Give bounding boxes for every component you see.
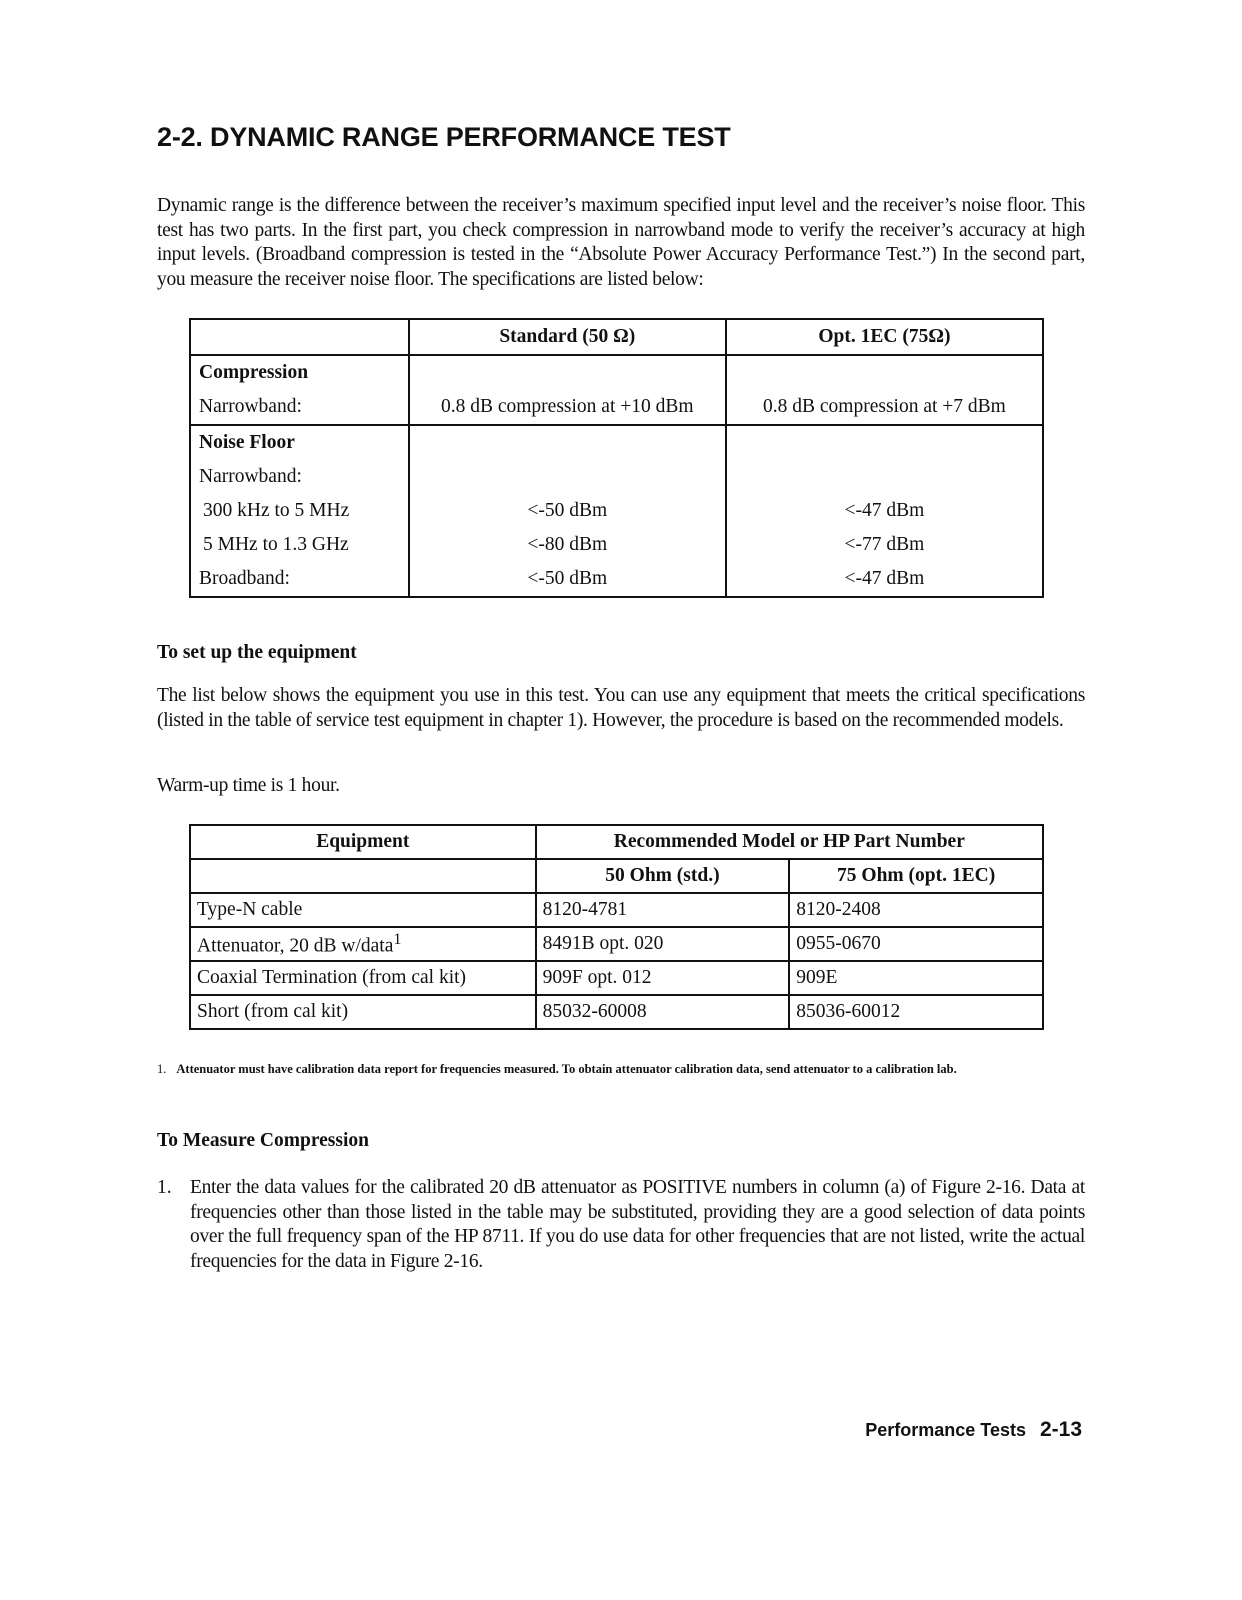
footnote-text: Attenuator must have calibration data report for frequencies measured. To obtain attenuator calibration data, send attenuator to a calibration lab. xyxy=(176,1062,957,1076)
comp-narrowband-std: 0.8 dB compression at +10 dBm xyxy=(409,390,726,425)
broadband-std: <-50 dBm xyxy=(409,562,726,597)
footnote-marker: 1 xyxy=(393,930,402,949)
footnote-number: 1. xyxy=(157,1062,167,1076)
equip-name-cell xyxy=(190,927,536,961)
equip-std: 909F opt. 012 xyxy=(536,961,790,995)
comp-narrowband-opt: 0.8 dB compression at +7 dBm xyxy=(726,390,1043,425)
equip-opt: 85036-60012 xyxy=(789,995,1043,1029)
table-row xyxy=(190,961,1043,995)
noise-narrowband-label: Narrowband: xyxy=(190,460,409,494)
equip-opt: 0955-0670 xyxy=(789,927,1043,961)
measure-heading: To Measure Compression xyxy=(157,1130,369,1151)
compression-label: Compression xyxy=(190,355,409,390)
equip-opt: 8120-2408 xyxy=(789,893,1043,927)
table-row xyxy=(190,893,1043,927)
range1-std: <-50 dBm xyxy=(409,494,726,528)
equip-name: Type-N cable xyxy=(190,893,536,927)
footer-section: Performance Tests xyxy=(865,1420,1026,1440)
equip-opt: 909E xyxy=(789,961,1043,995)
equip-header-recommended: Recommended Model or HP Part Number xyxy=(536,825,1043,859)
spec-header-blank xyxy=(190,319,409,355)
spec-table xyxy=(189,318,1044,598)
equip-std: 8120-4781 xyxy=(536,893,790,927)
step-1 xyxy=(157,1176,1085,1274)
spec-header-opt: Opt. 1EC (75Ω) xyxy=(726,319,1043,355)
equip-name: Coaxial Termination (from cal kit) xyxy=(190,961,536,995)
setup-paragraph: The list below shows the equipment you use in this test. You can use any equipment that meets the critical specifications (listed in the table of service test equipment in chapter 1). However, the procedure is based on the recommended models. xyxy=(157,685,1085,731)
intro-paragraph: Dynamic range is the difference between the receiver’s maximum specified input level and the receiver’s noise floor. This test has two parts. In the first part, you check compression in narrowband mode to verify the receiver’s accuracy at high input levels. (Broadband compression is tested in the “Absolute Power Accuracy Performance Test.”) In the second part, you measure the receiver noise floor. The specifications are listed below: xyxy=(157,195,1085,290)
range2-label: 5 MHz to 1.3 GHz xyxy=(190,528,409,562)
broadband-label: Broadband: xyxy=(190,562,409,597)
range1-opt: <-47 dBm xyxy=(726,494,1043,528)
equip-header-75ohm: 75 Ohm (opt. 1EC) xyxy=(789,859,1043,893)
footnote xyxy=(157,1062,957,1077)
equip-header-equipment: Equipment xyxy=(190,825,536,859)
page-title: 2-2. DYNAMIC RANGE PERFORMANCE TEST xyxy=(157,122,731,152)
range2-opt: <-77 dBm xyxy=(726,528,1043,562)
step-number: 1. xyxy=(157,1177,172,1198)
equip-name: Short (from cal kit) xyxy=(190,995,536,1029)
equip-name: Attenuator, 20 dB w/data xyxy=(197,935,394,957)
range2-std: <-80 dBm xyxy=(409,528,726,562)
table-row xyxy=(190,927,1043,961)
warmup-text: Warm-up time is 1 hour. xyxy=(157,775,340,796)
equip-header-50ohm: 50 Ohm (std.) xyxy=(536,859,790,893)
broadband-opt: <-47 dBm xyxy=(726,562,1043,597)
range1-label: 300 kHz to 5 MHz xyxy=(190,494,409,528)
noise-floor-label: Noise Floor xyxy=(190,425,409,460)
comp-narrowband-label: Narrowband: xyxy=(190,390,409,425)
setup-heading: To set up the equipment xyxy=(157,642,357,663)
equip-std: 85032-60008 xyxy=(536,995,790,1029)
table-row xyxy=(190,995,1043,1029)
spec-header-standard: Standard (50 Ω) xyxy=(409,319,726,355)
equipment-table xyxy=(189,824,1044,1030)
page-footer xyxy=(865,1418,1082,1442)
page-number: 2-13 xyxy=(1039,1418,1082,1441)
equip-std: 8491B opt. 020 xyxy=(536,927,790,961)
step-text: Enter the data values for the calibrated 20 dB attenuator as POSITIVE numbers in column (a) of Figure 2-16. Data at frequencies other than those listed in the table may be substituted, providing they are a good selection of data points over the full frequency span of the HP 8711. If you do use data for other frequencies that are not listed, write the actual frequencies for the data in Figure 2-16. xyxy=(190,1177,1085,1272)
